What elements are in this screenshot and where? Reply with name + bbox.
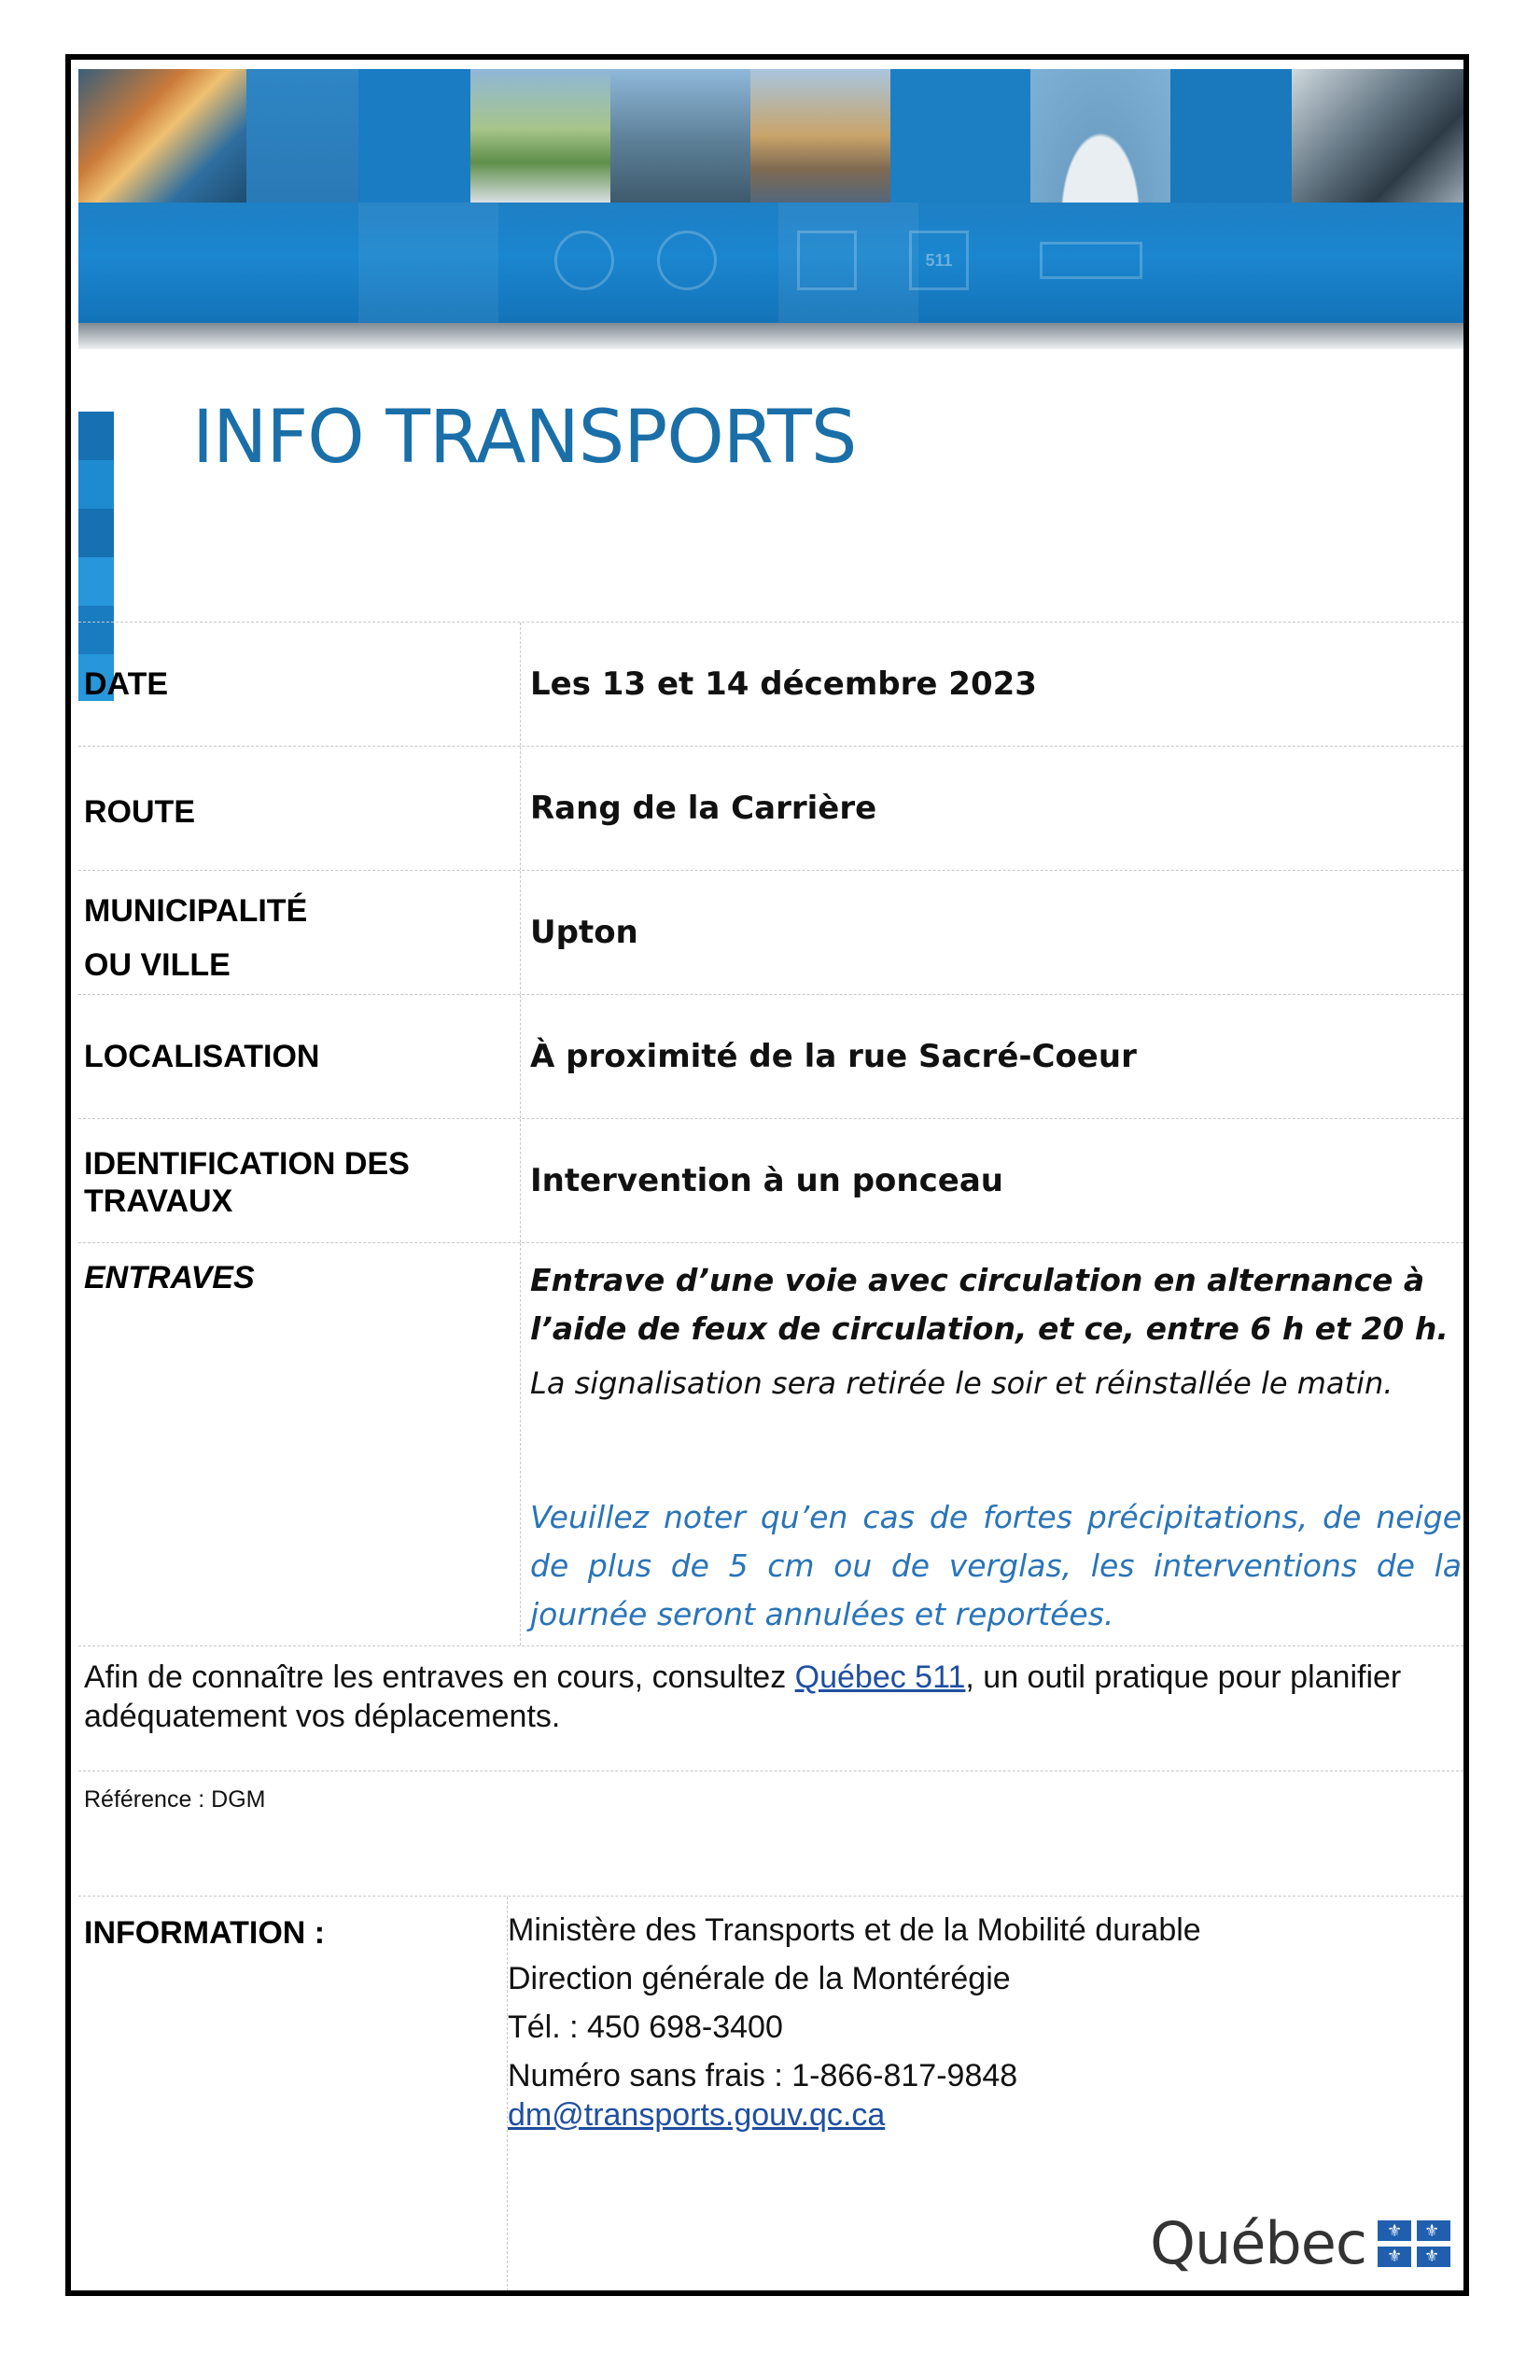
label-line: OU VILLE (84, 947, 231, 983)
row-label: INFORMATION : (78, 1897, 508, 2296)
row-date (78, 622, 1463, 746)
page-title: INFO TRANSPORTS (192, 396, 857, 480)
transport-icon (657, 231, 717, 290)
reference-row (78, 1771, 1463, 1896)
reference-text: Référence : DGM (84, 1786, 266, 1813)
landscape-photo (470, 69, 610, 203)
workers-photo (78, 69, 246, 203)
row-localisation (78, 994, 1463, 1118)
toll-free-number: Numéro sans frais : 1-866-817-9848 (508, 2058, 1018, 2093)
label-line: MUNICIPALITÉ (84, 893, 308, 929)
header-banner (78, 69, 1463, 385)
ministry-name: Ministère des Transports et de la Mobilité durable (508, 1912, 1201, 1948)
row-route (78, 746, 1463, 870)
quebec-flag-icon (1378, 2220, 1450, 2267)
row-label (78, 1119, 521, 1242)
band-tile (358, 203, 498, 323)
quebec-logo (1150, 2209, 1450, 2277)
photo-strip (78, 69, 1463, 203)
row-municipalite (78, 870, 1463, 994)
consult-row (78, 1645, 1463, 1771)
signalisation-text: La signalisation sera retirée le soir et réinstallée le matin. (530, 1365, 1393, 1401)
direction-name: Direction générale de la Montérégie (508, 1961, 1011, 1996)
fleur-de-lis-icon: ⚜ (1387, 2246, 1403, 2265)
fleur-de-lis-icon: ⚜ (1424, 2220, 1440, 2240)
blue-tile-3 (1170, 69, 1292, 203)
weather-note: Veuillez noter qu’en cas de fortes précipitations, de neige de plus de 5 cm ou de verglas, les interventions de la journée seront annulées et reportées. (530, 1499, 1462, 1632)
banner-shadow (78, 323, 1463, 349)
contact-block (508, 1906, 1201, 2135)
quebec-wordmark: Québec (1150, 2209, 1366, 2277)
row-value: Intervention à un ponceau (530, 1162, 1003, 1199)
consult-text: Afin de connaître les entraves en cours, consultez (84, 1659, 795, 1695)
label-line: TRAVAUX (84, 1183, 233, 1219)
panel-icon (1040, 242, 1142, 279)
sign-511-icon: 511 (909, 231, 969, 290)
row-identification (78, 1118, 1463, 1242)
row-information (78, 1896, 1463, 2296)
row-entraves (78, 1242, 1463, 1645)
row-label (78, 871, 521, 994)
row-value: Upton (530, 914, 638, 951)
port-photo (750, 69, 890, 203)
row-value: Les 13 et 14 décembre 2023 (530, 665, 1037, 703)
phone-number: Tél. : 450 698-3400 (508, 2009, 783, 2045)
document-frame (65, 54, 1469, 2296)
quebec-511-link[interactable]: Québec 511 (794, 1659, 966, 1695)
row-label: ENTRAVES (78, 1243, 521, 1645)
consult-text: , un outil pratique pour planifier adéquatement vos déplacements. (84, 1659, 1402, 1734)
bike-bus-photo (1292, 69, 1463, 203)
entraves-main-text: Entrave d’une voie avec circulation en alternance à l’aide de feux de circulation, et ce, entre 6 h et 20 h. (530, 1262, 1449, 1347)
row-value: À proximité de la rue Sacré-Coeur (530, 1038, 1137, 1075)
blue-tile-2 (890, 69, 1030, 203)
fleur-de-lis-icon: ⚜ (1424, 2246, 1440, 2265)
blue-band (78, 203, 1463, 323)
email-link[interactable]: dm@transports.gouv.qc.ca (508, 2097, 886, 2133)
row-label: DATE (78, 623, 521, 746)
water-photo (246, 69, 358, 203)
road-sign-icon (554, 231, 614, 290)
row-label: LOCALISATION (78, 995, 521, 1118)
arch-bridge-photo (1030, 69, 1170, 203)
fleur-de-lis-icon: ⚜ (1387, 2220, 1403, 2240)
row-label: ROUTE (78, 747, 521, 870)
bridge-photo (610, 69, 750, 203)
blue-tile (358, 69, 470, 203)
label-line: IDENTIFICATION DES (84, 1146, 410, 1182)
document-icon (797, 231, 857, 290)
row-value: Rang de la Carrière (530, 790, 877, 827)
